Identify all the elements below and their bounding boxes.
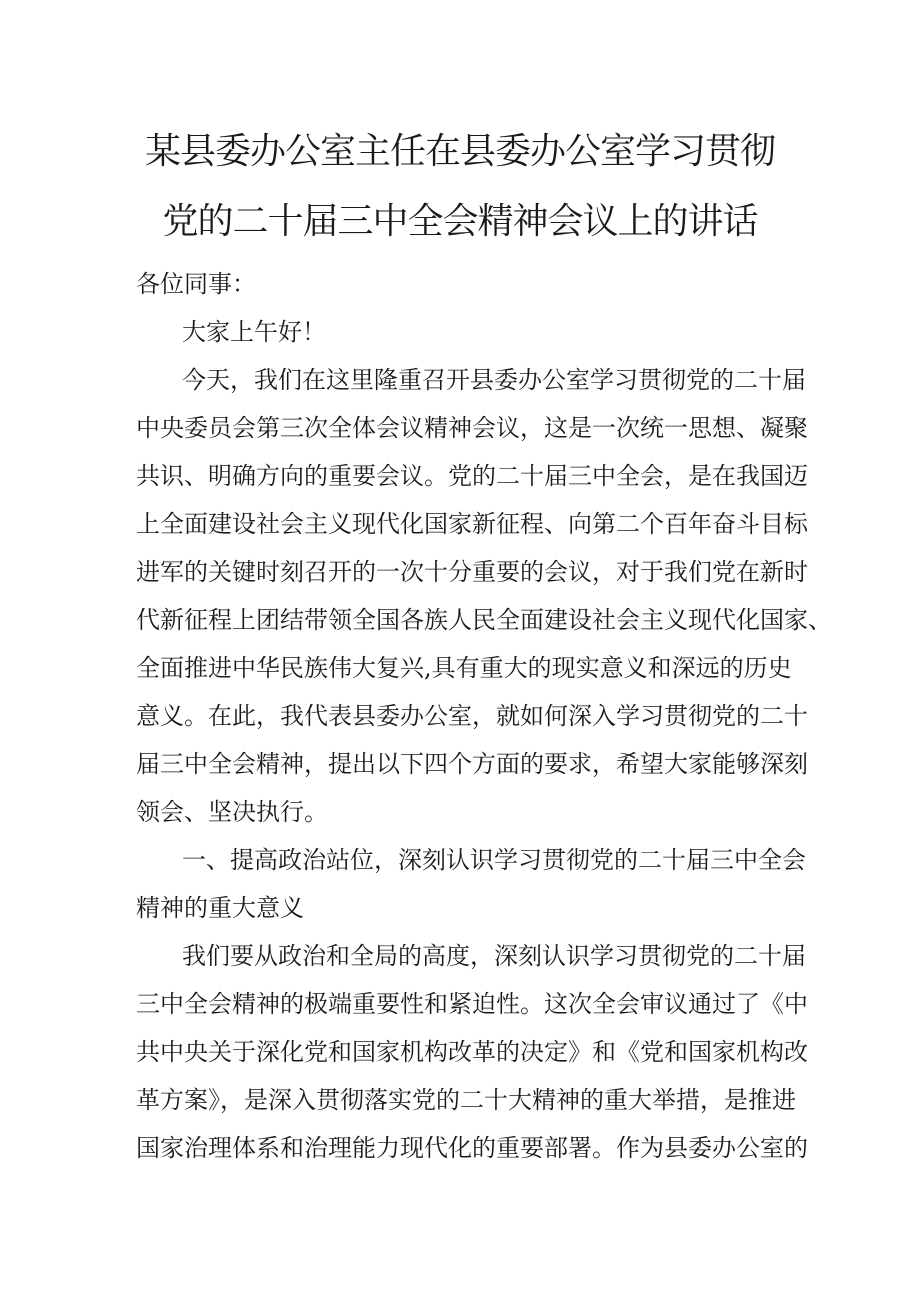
body-line: 上全面建设社会主义现代化国家新征程、向第二个百年奋斗目标	[136, 510, 808, 538]
section-heading-line: 一、提高政治站位，深刻认识学习贯彻党的二十届三中全会	[182, 846, 806, 874]
greeting: 大家上午好！	[182, 318, 326, 346]
body-line: 进军的关键时刻召开的一次十分重要的会议，对于我们党在新时	[136, 558, 808, 586]
body-line: 届三中全会精神，提出以下四个方面的要求，希望大家能够深刻	[136, 750, 808, 778]
body-line: 领会、坚决执行。	[136, 798, 328, 826]
body-line: 国家治理体系和治理能力现代化的重要部署。作为县委办公室的	[136, 1134, 808, 1162]
document-title-line-2: 党的二十届三中全会精神会议上的讲话	[162, 201, 758, 242]
body-line: 共识、明确方向的重要会议。党的二十届三中全会，是在我国迈	[136, 462, 808, 490]
body-line: 意义。在此，我代表县委办公室，就如何深入学习贯彻党的二十	[136, 702, 808, 730]
section-heading-line: 精神的重大意义	[136, 894, 304, 922]
body-line: 我们要从政治和全局的高度，深刻认识学习贯彻党的二十届	[182, 942, 806, 970]
body-line: 革方案》，是深入贯彻落实党的二十大精神的重大举措，是推进	[136, 1086, 796, 1114]
body-line: 代新征程上团结带领全国各族人民全面建设社会主义现代化国家、	[136, 606, 832, 634]
body-line: 今天，我们在这里隆重召开县委办公室学习贯彻党的二十届	[182, 366, 806, 394]
salutation: 各位同事：	[136, 270, 256, 298]
body-line: 共中央关于深化党和国家机构改革的决定》和《党和国家机构改	[136, 1038, 808, 1066]
body-line: 全面推进中华民族伟大复兴,具有重大的现实意义和深远的历史	[136, 654, 792, 682]
body-line: 三中全会精神的极端重要性和紧迫性。这次全会审议通过了《中	[136, 990, 808, 1018]
body-line: 中央委员会第三次全体会议精神会议，这是一次统一思想、凝聚	[136, 414, 808, 442]
document-title-line-1: 某县委办公室主任在县委办公室学习贯彻	[144, 131, 775, 172]
